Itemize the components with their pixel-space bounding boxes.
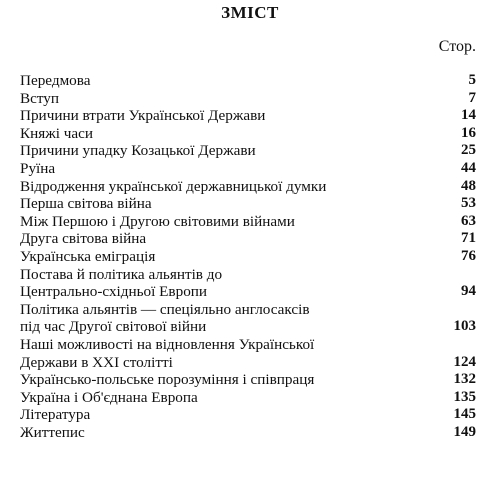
toc-entry-page: 5	[468, 72, 476, 88]
toc-entry-page: 63	[461, 212, 476, 229]
toc-entry	[20, 90, 476, 108]
toc-entry-page: 53	[461, 195, 476, 212]
toc-entry-page: 124	[453, 353, 476, 370]
toc-entry	[20, 230, 476, 248]
toc-entry-page: 149	[453, 423, 476, 440]
toc-entry	[20, 213, 476, 231]
toc-entry-title: Життепис	[20, 423, 85, 441]
toc-entry-page: 132	[453, 371, 476, 388]
toc-entry	[20, 336, 476, 371]
toc-entry-title: Відродження української державницької думки	[20, 177, 327, 195]
toc-entry-title: Наші можливості на відновлення Української Держави в XXI столітті	[20, 335, 315, 371]
toc-entry-page: 44	[461, 159, 476, 176]
toc-entry-title: Княжі часи	[20, 124, 94, 142]
toc-entry	[20, 72, 476, 90]
toc-entry	[20, 248, 476, 266]
toc-entry-page: 76	[461, 247, 476, 264]
toc-entry-title: Українська еміграція	[20, 247, 156, 265]
page-column-label: Стор.	[438, 38, 476, 55]
toc-entry	[20, 301, 476, 336]
toc-entry	[20, 266, 476, 301]
toc-entry	[20, 142, 476, 160]
toc-entry-title: Передмова	[20, 72, 91, 89]
toc-entry-title: Руїна	[20, 159, 56, 177]
toc-entry	[20, 371, 476, 389]
toc-entry-page: 48	[461, 177, 476, 194]
toc-entry-page: 103	[453, 318, 476, 335]
toc-entry	[20, 195, 476, 213]
toc-entry-page: 14	[461, 107, 476, 124]
toc-entry-title: Перша світова війна	[20, 195, 152, 213]
toc-entry-page: 145	[453, 406, 476, 423]
toc-entry-title: Причини упадку Козацької Держави	[20, 142, 256, 160]
toc-entry-title: Причини втрати Української Держави	[20, 107, 266, 125]
toc-entry	[20, 160, 476, 178]
toc-entry-page: 94	[461, 283, 476, 300]
table-of-contents	[20, 72, 476, 441]
toc-entry-page: 25	[461, 142, 476, 159]
toc-entry-page: 7	[468, 89, 476, 106]
toc-entry	[20, 389, 476, 407]
toc-entry	[20, 424, 476, 442]
toc-entry-title: Постава й політика альянтів до Центрально-східньої Европи	[20, 265, 223, 301]
page-title: ЗМІСТ	[221, 3, 279, 22]
toc-entry	[20, 406, 476, 424]
toc-entry-title: Література	[20, 406, 91, 424]
toc-entry-title: Українсько-польське порозуміння і співпраця	[20, 371, 315, 389]
toc-entry-title: Між Першою і Другою світовими війнами	[20, 212, 295, 230]
toc-entry-page: 16	[461, 124, 476, 141]
toc-entry-title: Політика альянтів — спеціяльно англосаксів під час Другої світової війни	[20, 300, 310, 336]
toc-entry-page: 135	[453, 388, 476, 405]
toc-entry-title: Друга світова війна	[20, 230, 147, 248]
toc-entry	[20, 107, 476, 125]
toc-entry-page: 71	[461, 230, 476, 247]
toc-entry-title: Вступ	[20, 89, 60, 107]
toc-entry	[20, 178, 476, 196]
toc-entry-title: Україна і Об'єднана Европа	[20, 388, 198, 406]
toc-entry	[20, 125, 476, 143]
